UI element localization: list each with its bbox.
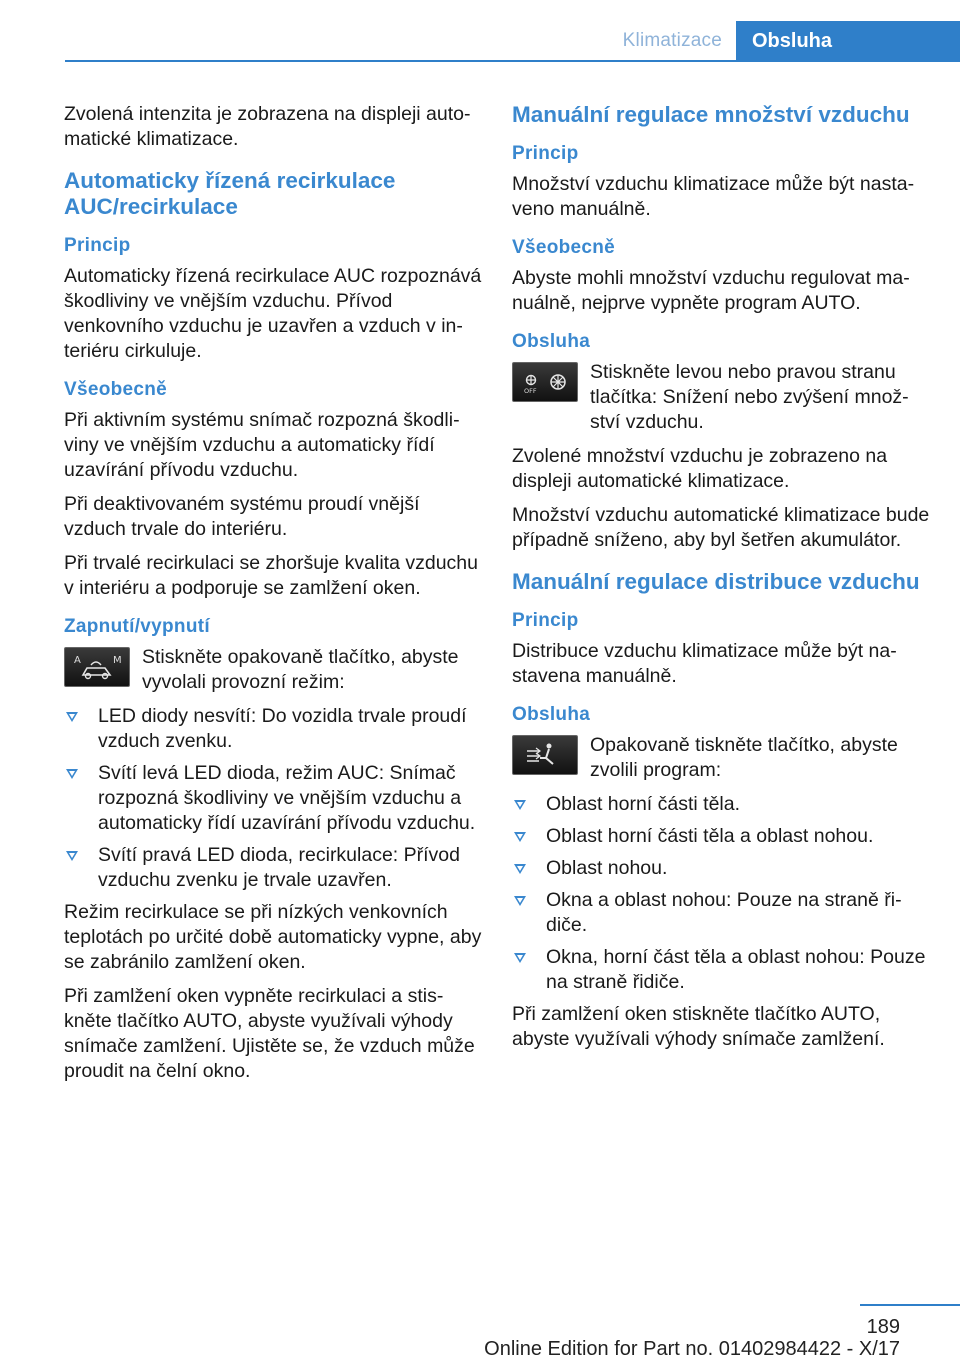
edition-text: Online Edition for Part no. 01402984422 - X/17 [484, 1338, 900, 1360]
list-item: Svítí levá LED dioda, režim AUC: Snímač rozpozná škodliviny ve vnějším vzduchu a automaticky řídí uzavírání přívodu vzduchu. [64, 761, 482, 836]
final-paragraph: Při zamlžení oken stiskněte tlačítko AUTO, abyste využívali výhody snímače zamlžení. [512, 1003, 885, 1050]
intro-paragraph: Zvolená intenzita je zobrazena na displeji automatické klimatizace. [64, 103, 471, 150]
recirculation-instruction: Stiskněte opakovaně tlačítko, abyste vyvolali provozní režim: [142, 646, 459, 693]
subheading-vseobecne-right: Všeobecně [512, 237, 616, 258]
triangle-bullet-icon [66, 851, 78, 861]
obsluha-paragraph-1: Zvolené množství vzduchu je zobrazeno na displeji automatické klimatizace. [512, 445, 888, 492]
page-number: 189 [866, 1316, 900, 1338]
list-item: LED diody nesvítí: Do vozidla trvale proudí vzduch zvenku. [64, 704, 482, 754]
fan-instruction: Stiskněte levou nebo pravou stranu tlačítka: Snížení nebo zvýšení množství vzduchu. [590, 361, 909, 433]
vseobecne-paragraph-2: Při deaktivovaném systému proudí vnější vzduch trvale do interiéru. [64, 493, 420, 540]
header-tab-active: Obsluha [736, 21, 960, 62]
recirculation-note-2: Při zamlžení oken vypněte recirkulaci a stiskněte tlačítko AUTO, abyste využívali výhody snímače zamlžení. Ujistěte se, že vzduch může proudit na čelní okno. [64, 985, 475, 1082]
triangle-bullet-icon [66, 769, 78, 779]
left-column [64, 102, 482, 1093]
fan-button-icon [512, 362, 578, 402]
triangle-bullet-icon [514, 864, 526, 874]
header-rule [65, 60, 960, 62]
subheading-princip: Princip [64, 235, 131, 256]
spacer [512, 435, 932, 444]
subheading-vseobecne: Všeobecně [64, 379, 168, 400]
distribution-instruction: Opakovaně tiskněte tlačítko, abyste zvolili program: [590, 734, 898, 781]
list-item: Svítí pravá LED dioda, recirkulace: Přívod vzduchu zvenku je trvale uzavřen. [64, 843, 482, 893]
subheading-zapnuti: Zapnutí/vypnutí [64, 616, 210, 637]
subheading-princip-2: Princip [512, 610, 579, 631]
heading-air-distribution: Manuální regulace distribuce vzduchu [512, 569, 920, 594]
fan-off-label: OFF [524, 387, 537, 395]
distribution-program-list [512, 792, 932, 995]
vseobecne-paragraph-right: Abyste mohli množství vzduchu regulovat manuálně, nejprve vypněte program AUTO. [512, 267, 910, 314]
recirculation-button-icon [64, 647, 130, 687]
heading-air-quantity: Manuální regulace množství vzduchu [512, 102, 910, 127]
vseobecne-paragraph-3: Při trvalé recirkulaci se zhoršuje kvalita vzduchu v interiéru a podporuje se zamlžení oken. [64, 552, 478, 599]
distribution-button-row [512, 733, 932, 783]
list-item: Oblast nohou. [512, 856, 932, 881]
recirculation-note-1: Režim recirkulace se při nízkých venkovních teplotách po určité době automaticky vypne, aby se zabránilo zamlžení oken. [64, 901, 482, 973]
air-distribution-button-icon [512, 735, 578, 775]
recirculation-label-m: M [113, 655, 122, 666]
subheading-princip-1: Princip [512, 143, 579, 164]
princip-paragraph-1: Množství vzduchu klimatizace může být nastaveno manuálně. [512, 173, 915, 220]
heading-auc: Automaticky řízená recirkulace AUC/recirkulace [64, 168, 396, 219]
vseobecne-paragraph-1: Při aktivním systému snímač rozpozná škodliviny ve vnějším vzduchu a automaticky řídí uzavírání přívodu vzduchu. [64, 409, 460, 481]
princip-paragraph: Automaticky řízená recirkulace AUC rozpoznává škodliviny ve vnějším vzduchu. Přívod venkovního vzduchu je uzavřen a vzduch v interiéru cirkuluje. [64, 265, 482, 362]
recirculation-label-a: A [74, 655, 81, 666]
header-section-label: Klimatizace [622, 30, 722, 51]
obsluha-paragraph-2: Množství vzduchu automatické klimatizace bude případně sníženo, aby byl šetřen akumulátor. [512, 504, 930, 551]
right-column [512, 102, 932, 1061]
list-item: Oblast horní části těla a oblast nohou. [512, 824, 932, 849]
fan-button-row [512, 360, 932, 435]
recirculation-mode-list [64, 704, 482, 893]
triangle-bullet-icon [514, 896, 526, 906]
footer-rule [860, 1304, 960, 1306]
list-item: Okna, horní část těla a oblast nohou: Pouze na straně řidiče. [512, 945, 932, 995]
list-item: Oblast horní části těla. [512, 792, 932, 817]
triangle-bullet-icon [514, 953, 526, 963]
subheading-obsluha-2: Obsluha [512, 704, 591, 725]
recirculation-button-row [64, 645, 482, 695]
subheading-obsluha-1: Obsluha [512, 331, 591, 352]
triangle-bullet-icon [514, 832, 526, 842]
triangle-bullet-icon [514, 800, 526, 810]
triangle-bullet-icon [66, 712, 78, 722]
princip-paragraph-2: Distribuce vzduchu klimatizace může být nastavena manuálně. [512, 640, 897, 687]
list-item: Okna a oblast nohou: Pouze na straně řidiče. [512, 888, 932, 938]
